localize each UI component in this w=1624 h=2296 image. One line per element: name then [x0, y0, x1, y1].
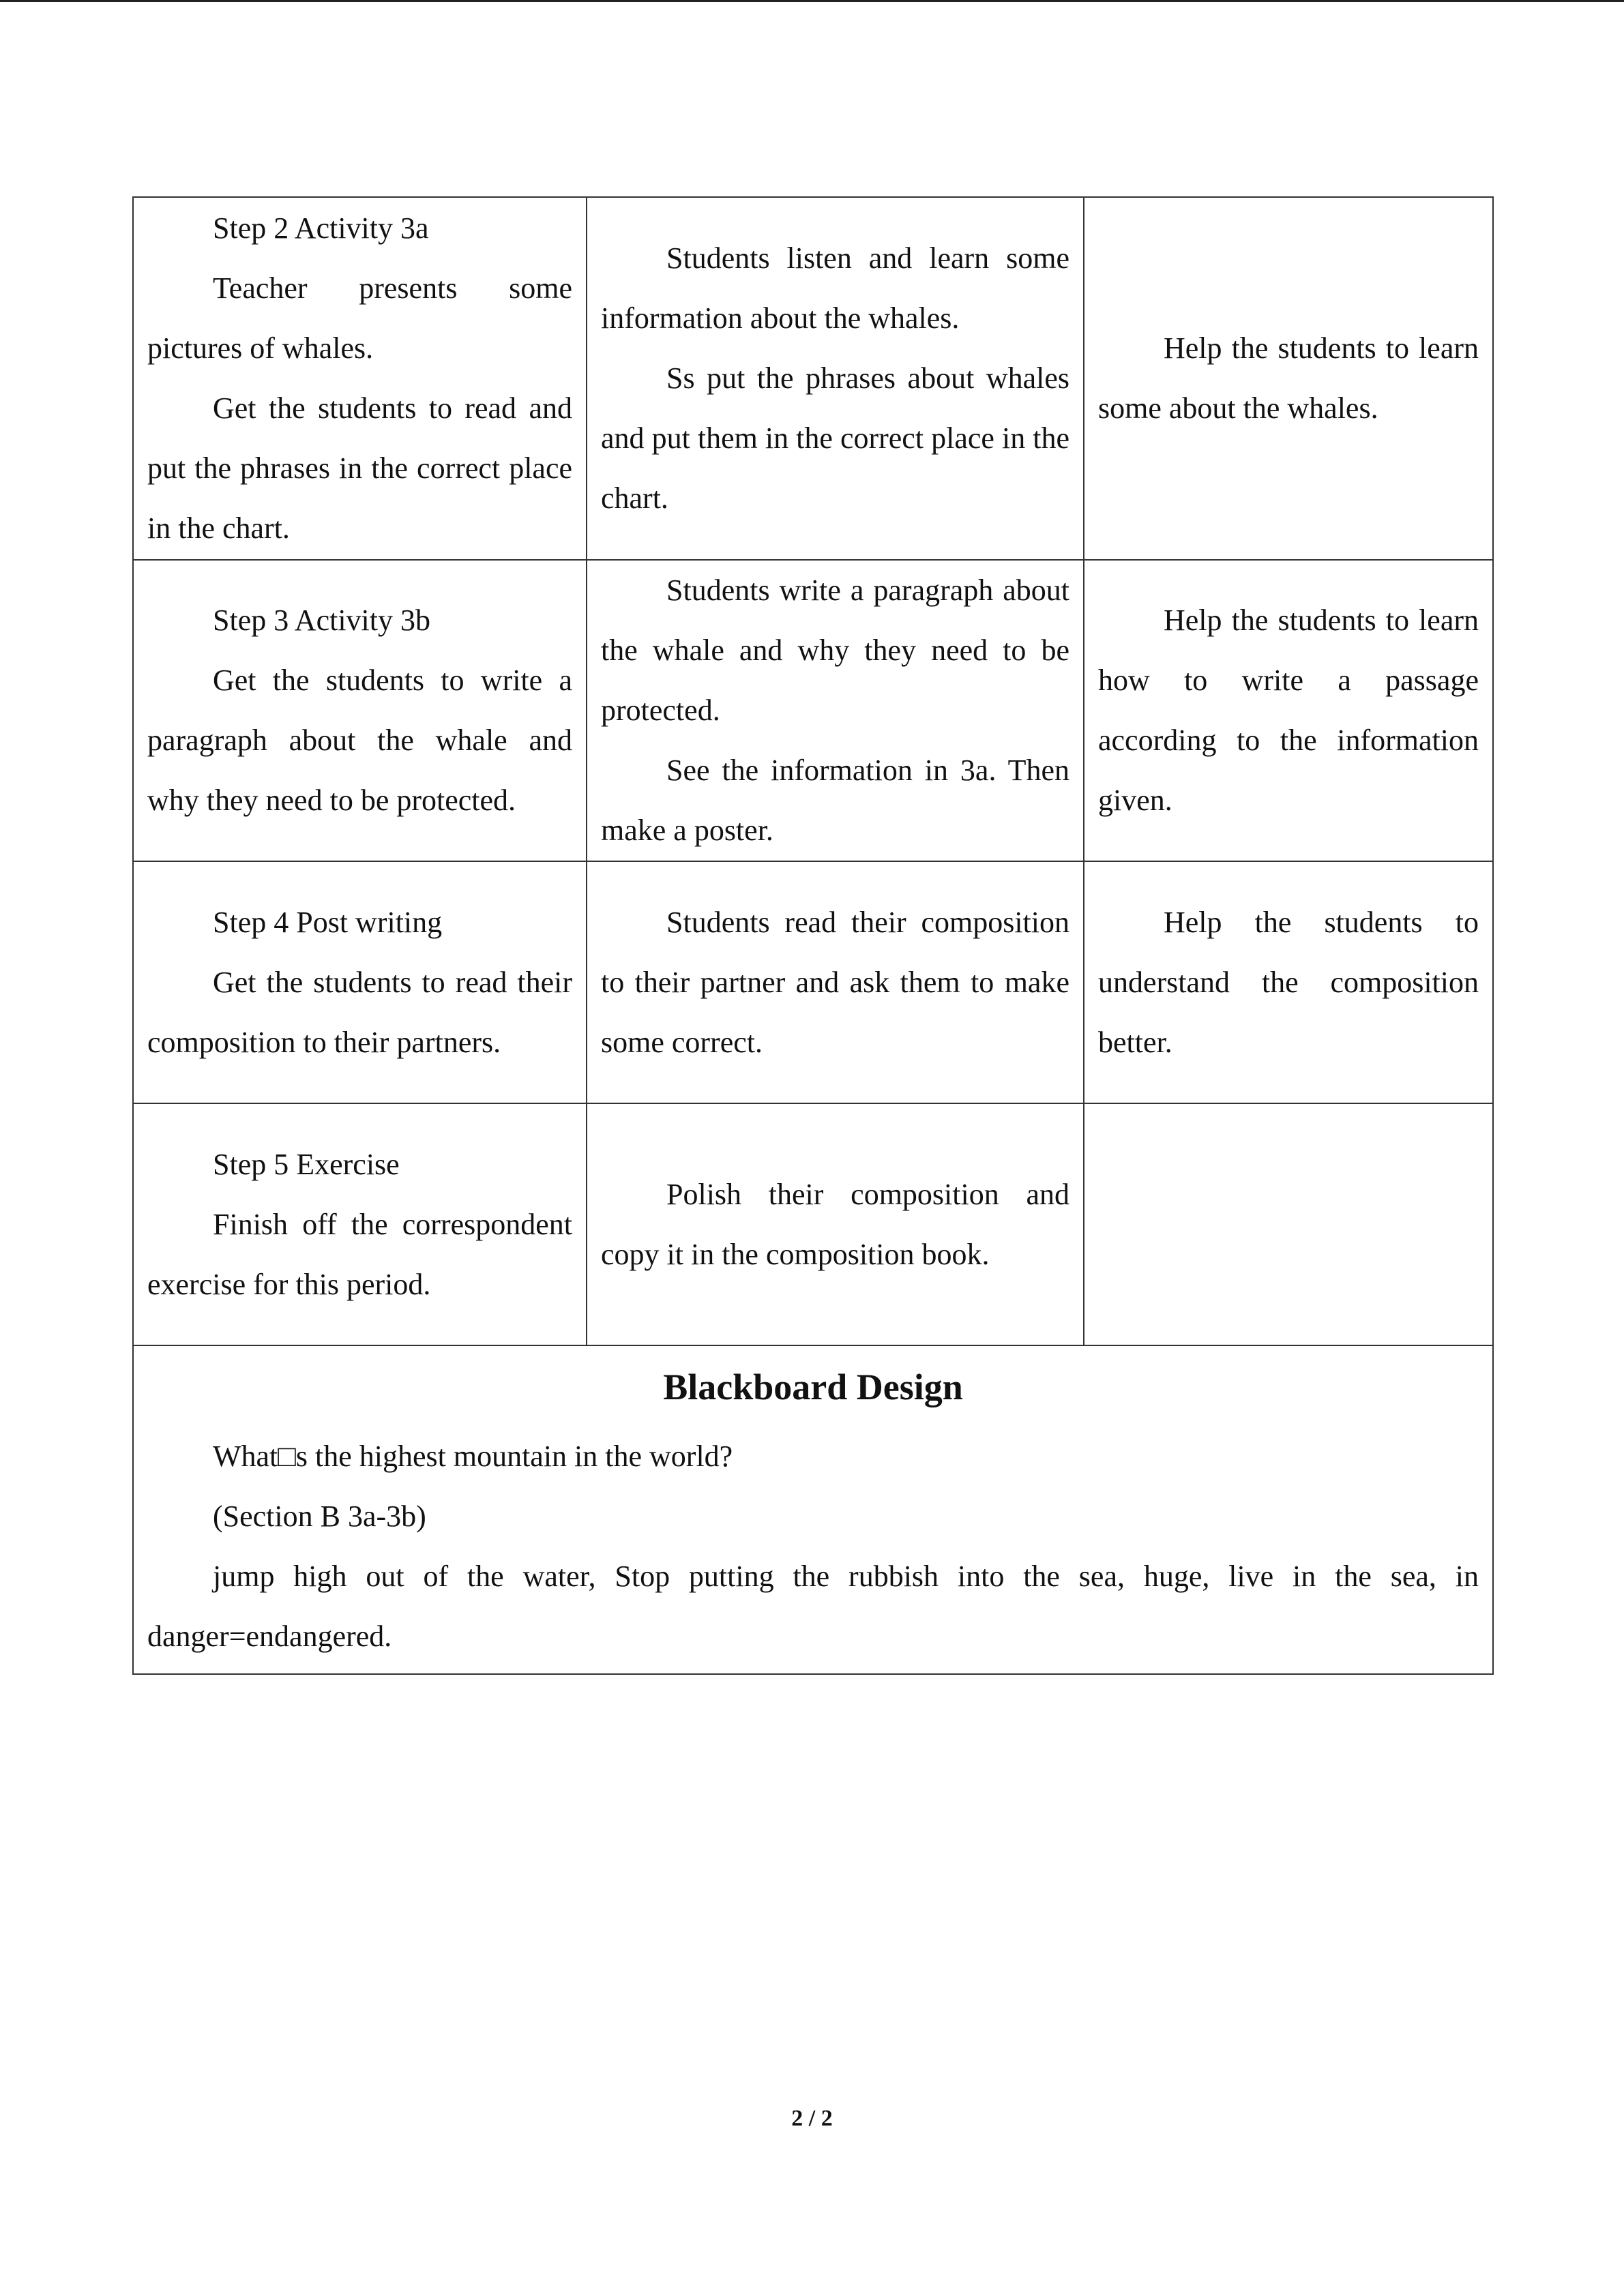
blackboard-line: jump high out of the water, Stop putting the rubbish into the sea, huge, live in the sea, in danger=endangered. [147, 1560, 1479, 1653]
cell-paragraph: Ss put the phrases about whales and put them in the correct place in the chart. [601, 361, 1069, 515]
table-row [133, 197, 1493, 560]
teacher-activity-cell [133, 1103, 587, 1345]
purpose-cell-empty [1084, 1103, 1493, 1345]
table-row [133, 1103, 1493, 1345]
cell-paragraph: Students write a paragraph about the whale and why they need to be protected. [601, 573, 1069, 727]
cell-paragraph: Step 3 Activity 3b [213, 603, 430, 637]
student-activity-cell [587, 1103, 1084, 1345]
purpose-cell [1084, 197, 1493, 560]
blackboard-title: Blackboard Design [663, 1367, 963, 1407]
cell-paragraph: Get the students to write a paragraph about the whale and why they need to be protected. [147, 664, 572, 817]
cell-paragraph: Help the students to understand the composition better. [1098, 905, 1479, 1059]
cell-paragraph: Step 2 Activity 3a [213, 211, 429, 245]
cell-paragraph: Get the students to read and put the phrases in the correct place in the chart. [147, 391, 572, 545]
blackboard-cell [133, 1345, 1493, 1674]
page-number: 2 / 2 [791, 2106, 833, 2131]
teacher-activity-cell [133, 861, 587, 1103]
cell-paragraph: Teacher presents some pictures of whales. [147, 271, 572, 365]
cell-paragraph: See the information in 3a. Then make a poster. [601, 754, 1069, 847]
table-row [133, 560, 1493, 861]
teacher-activity-cell [133, 560, 587, 861]
cell-paragraph: Help the students to learn some about the whales. [1098, 331, 1479, 425]
cell-paragraph: Students listen and learn some information about the whales. [601, 241, 1069, 335]
cell-paragraph: Get the students to read their composition to their partners. [147, 965, 572, 1059]
student-activity-cell [587, 197, 1084, 560]
student-activity-cell [587, 861, 1084, 1103]
purpose-cell [1084, 560, 1493, 861]
blackboard-row [133, 1345, 1493, 1674]
lesson-plan-table [132, 196, 1494, 1675]
cell-paragraph: Help the students to learn how to write a passage according to the information given. [1098, 603, 1479, 817]
purpose-cell [1084, 861, 1493, 1103]
cell-paragraph: Step 5 Exercise [213, 1147, 400, 1181]
cell-paragraph: Students read their composition to their partner and ask them to make some correct. [601, 905, 1069, 1059]
blackboard-line: What□s the highest mountain in the world? [213, 1440, 733, 1473]
student-activity-cell [587, 560, 1084, 861]
page-top-border [0, 0, 1624, 2]
cell-paragraph: Finish off the correspondent exercise for this period. [147, 1207, 572, 1301]
blackboard-line: (Section B 3a-3b) [213, 1500, 426, 1533]
cell-paragraph: Step 4 Post writing [213, 905, 443, 939]
cell-paragraph: Polish their composition and copy it in the composition book. [601, 1177, 1069, 1271]
teacher-activity-cell [133, 197, 587, 560]
table-row [133, 861, 1493, 1103]
